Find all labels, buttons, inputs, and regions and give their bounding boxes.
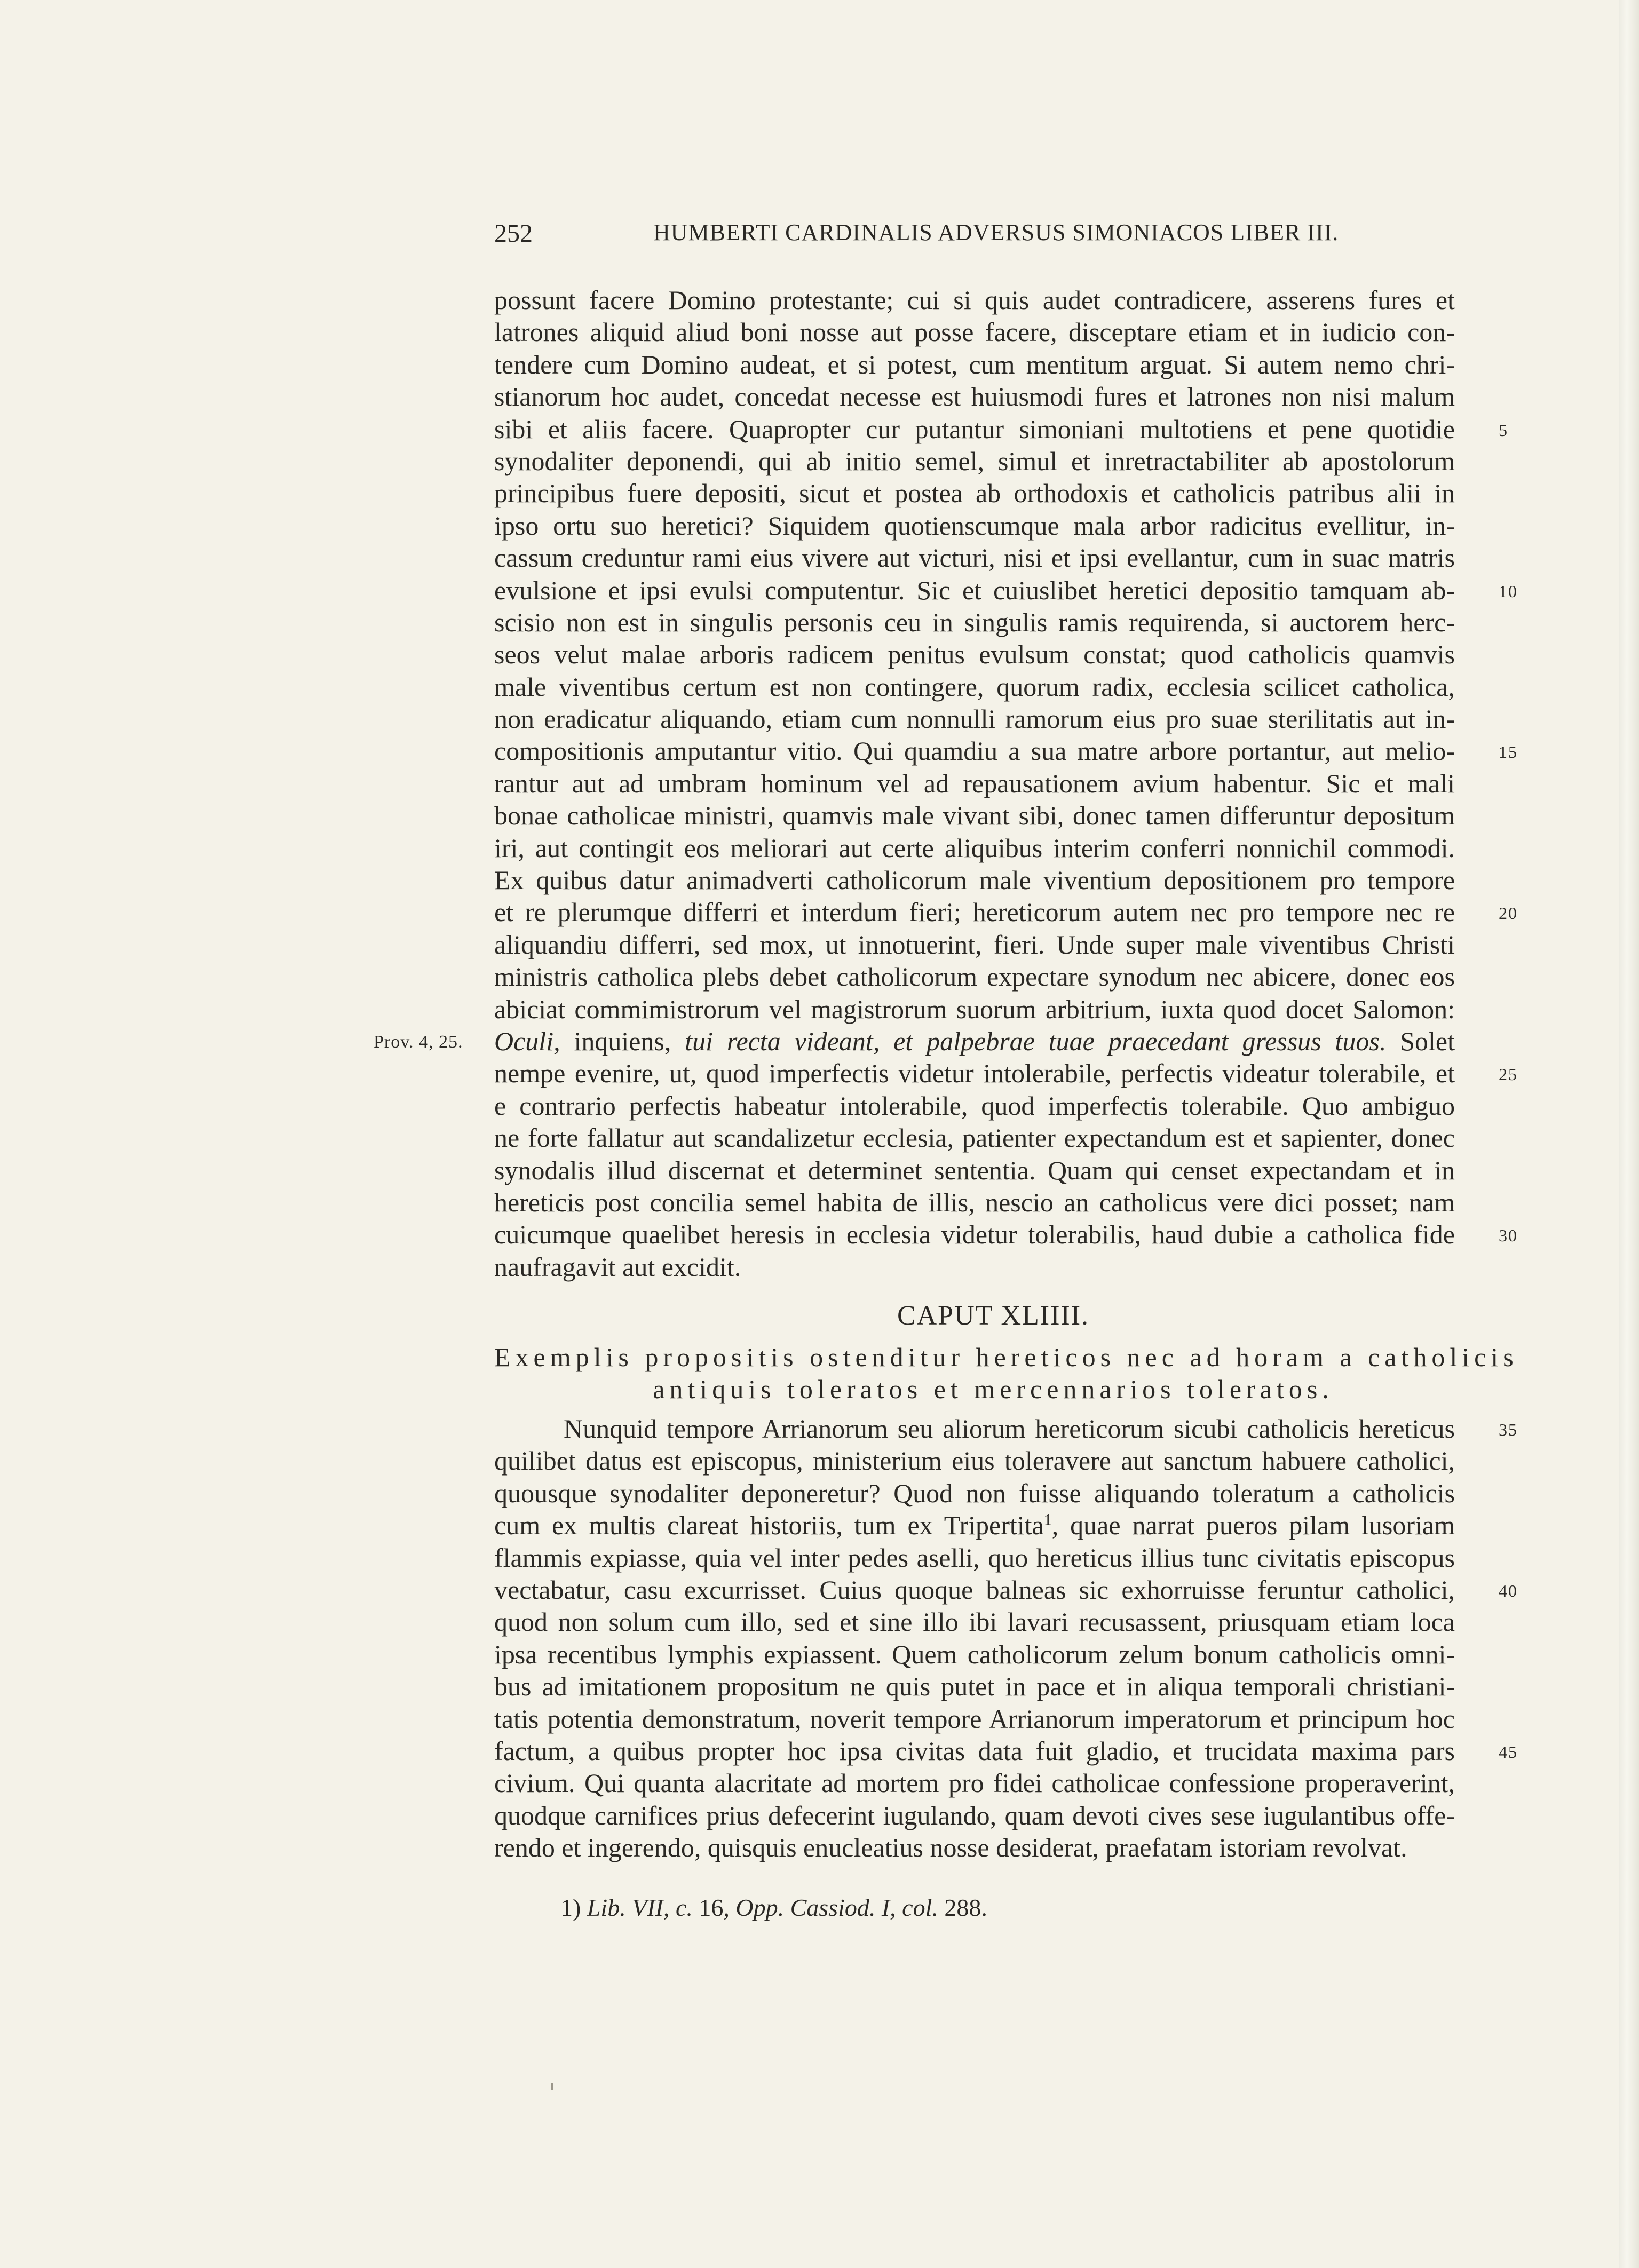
line-text: compositionis amputantur vitio. Qui quamdiu a sua matre arbore portantur, aut melio- xyxy=(494,736,1455,766)
text-line xyxy=(494,1445,1492,1477)
line-text: civium. Qui quanta alacritate ad mortem pro fidei catholicae confessione properaverint, xyxy=(494,1768,1455,1798)
text-run: Solet xyxy=(1386,1026,1455,1056)
text-line xyxy=(494,1799,1492,1831)
line-text: rantur aut ad umbram hominum vel ad repausationem avium habentur. Sic et mali xyxy=(494,768,1455,798)
text-line xyxy=(494,1122,1492,1154)
line-text: iri, aut contingit eos meliorari aut certe aliquibus interim conferri nonnichil commodi. xyxy=(494,832,1455,863)
line-number: 45 xyxy=(1499,1742,1518,1762)
line-text: cuicumque quaelibet heresis in ecclesia videtur tolerabilis, haud dubie a catholica fide xyxy=(494,1219,1455,1250)
line-text: nempe evenire, ut, quod imperfectis videtur intolerabile, perfectis videatur tolerabile, et xyxy=(494,1058,1455,1089)
footnote-reference: 1 xyxy=(1043,1511,1052,1529)
text-line xyxy=(494,1670,1492,1702)
line-text: factum, a quibus propter hoc ipsa civitas data fuit gladio, et trucidata maxima pars xyxy=(494,1735,1455,1766)
running-head: HUMBERTI CARDINALIS ADVERSUS SIMONIACOS LIBER III. xyxy=(653,219,1339,245)
footnote xyxy=(560,1893,987,1922)
text-line xyxy=(494,1735,1518,1767)
line-number: 25 xyxy=(1499,1065,1518,1084)
line-text: naufragavit aut excidit. xyxy=(494,1251,741,1282)
main-text-block xyxy=(374,284,1518,1283)
text-line xyxy=(494,1413,1518,1445)
line-text: synodaliter deponendi, qui ab initio semel, simul et inretractabiliter ab apostolorum xyxy=(494,446,1455,476)
line-number: 30 xyxy=(1499,1226,1518,1246)
line-text: male viventibus certum est non contingere, quorum radix, ecclesia scilicet catholica, xyxy=(494,671,1455,702)
line-text: Ex quibus datur animadverti catholicorum male viventium depositionem pro tempore xyxy=(494,865,1455,895)
text-line xyxy=(494,961,1492,993)
text-run: 288. xyxy=(938,1894,987,1921)
text-line xyxy=(494,703,1492,735)
line-text: evulsione et ipsi evulsi computentur. Sic et cuiuslibet heretici depositio tamquam ab- xyxy=(494,575,1455,605)
text-line xyxy=(494,1542,1492,1574)
margin-reference: Prov. 4, 25. xyxy=(374,1032,463,1052)
text-line xyxy=(494,767,1492,799)
chapter-text-block xyxy=(494,1413,1518,1863)
text-line xyxy=(494,542,1492,574)
line-text: e contrario perfectis habeatur intolerabile, quod imperfectis tolerabile. Quo ambiguo xyxy=(494,1090,1455,1121)
line-text: non eradicatur aliquando, etiam cum nonnulli ramorum eius pro suae sterilitatis aut in- xyxy=(494,704,1455,734)
text-line xyxy=(494,1574,1518,1606)
text-line xyxy=(494,1090,1492,1122)
text-line xyxy=(494,316,1492,348)
text-line xyxy=(374,1025,1492,1057)
line-text: quodque carnifices prius defecerint iugulando, quam devoti cives sese iugulantibus offe- xyxy=(494,1800,1455,1830)
line-text: stianorum hoc audet, concedat necesse est huiusmodi fures et latrones non nisi malum xyxy=(494,382,1455,412)
text-line xyxy=(494,993,1492,1025)
italic-text: tui recta videant, et palpebrae tuae praecedant gressus tuos. xyxy=(685,1026,1387,1056)
line-text: principibus fuere depositi, sicut et postea ab orthodoxis et catholicis patribus alii in xyxy=(494,478,1455,509)
line-text: ipso ortu suo heretici? Siquidem quotienscumque mala arbor radicitus evellitur, in- xyxy=(494,510,1455,541)
line-text: bus ad imitationem propositum ne quis putet in pace et in aliqua temporali christiani- xyxy=(494,1671,1455,1702)
line-number: 15 xyxy=(1499,742,1518,762)
chapter-summary-line-1: Exemplis propositis ostenditur hereticos nec ad horam a catholicis xyxy=(494,1342,1518,1372)
text-run: cum ex multis clareat historiis, tum ex Tripertita xyxy=(494,1510,1044,1541)
text-line xyxy=(494,348,1492,380)
text-run: 16, xyxy=(692,1894,736,1921)
text-line xyxy=(494,1251,1492,1283)
text-line xyxy=(494,864,1492,896)
text-line xyxy=(494,671,1492,703)
line-text: quilibet datus est episcopus, ministerium eius toleravere aut sanctum habuere catholici, xyxy=(494,1446,1455,1476)
text-run xyxy=(669,1894,676,1921)
text-line xyxy=(494,896,1518,928)
line-number: 35 xyxy=(1499,1420,1518,1439)
text-line xyxy=(494,1218,1518,1250)
stray-mark xyxy=(551,2083,553,2090)
text-line xyxy=(494,1767,1492,1799)
text-line xyxy=(494,574,1518,606)
line-text: aliquandiu differri, sed mox, ut innotuerint, fieri. Unde super male viventibus Christi xyxy=(494,929,1455,959)
text-line xyxy=(494,413,1508,445)
line-text: vectabatur, casu excurrisset. Cuius quoque balneas sic exhorruisse feruntur catholici, xyxy=(494,1574,1455,1605)
line-number: 40 xyxy=(1499,1581,1518,1600)
chapter-summary-line-2: antiquis toleratos et mercennarios toleratos. xyxy=(653,1374,1334,1404)
text-line xyxy=(494,929,1492,961)
page-number: 252 xyxy=(494,219,533,248)
line-text: bonae catholicae ministri, quamvis male vivant sibi, donec tamen differuntur depositum xyxy=(494,800,1455,831)
text-line xyxy=(494,477,1492,509)
line-text xyxy=(494,1025,1455,1057)
line-text: hereticis post concilia semel habita de illis, nescio an catholicus vere dici posset; nam xyxy=(494,1187,1455,1217)
line-text: cassum creduntur rami eius vivere aut victuri, nisi et ipsi evellantur, cum in suac matris xyxy=(494,543,1455,573)
line-text: Nunquid tempore Arrianorum seu aliorum hereticorum sicubi catholicis hereticus xyxy=(564,1414,1455,1444)
text-line xyxy=(494,380,1492,413)
text-run: , quae narrat pueros pilam lusoriam xyxy=(1051,1510,1455,1541)
text-run: inquiens, xyxy=(560,1026,685,1056)
line-text: tendere cum Domino audeat, et si potest, cum mentitum arguat. Si autem nemo chri- xyxy=(494,349,1455,379)
line-text: scisio non est in singulis personis ceu in singulis ramis requirenda, si auctorem herc- xyxy=(494,607,1455,637)
line-text: latrones aliquid aliud boni nosse aut posse facere, disceptare etiam et in iudicio con- xyxy=(494,317,1455,347)
line-number: 5 xyxy=(1499,420,1508,440)
text-line xyxy=(494,638,1492,670)
line-number: 10 xyxy=(1499,581,1518,601)
italic-text: Oculi, xyxy=(494,1026,560,1056)
text-line xyxy=(494,799,1492,831)
line-text: rendo et ingerendo, quisquis enucleatius nosse desiderat, praefatam istoriam revolvat. xyxy=(494,1833,1407,1863)
text-line xyxy=(494,1638,1492,1670)
line-text: sibi et aliis facere. Quapropter cur putantur simoniani multotiens et pene quotidie xyxy=(494,414,1455,444)
text-line xyxy=(494,284,1492,316)
line-text: quousque synodaliter deponeretur? Quod non fuisse aliquando toleratum a catholicis xyxy=(494,1478,1455,1508)
text-line xyxy=(494,1831,1492,1863)
line-text: ipsa recentibus lymphis expiassent. Quem catholicorum zelum bonum catholicis omni- xyxy=(494,1639,1455,1669)
text-line xyxy=(494,1606,1492,1638)
line-text: tatis potentia demonstratum, noverit tempore Arrianorum imperatorum et principum hoc xyxy=(494,1703,1455,1734)
line-text: possunt facere Domino protestante; cui si quis audet contradicere, asserens fures et xyxy=(494,285,1455,315)
text-line xyxy=(494,1477,1492,1509)
line-text: synodalis illud discernat et determinet sententia. Quam qui censet expectandam et in xyxy=(494,1155,1455,1185)
italic-text: Opp. Cassiod. I, col. xyxy=(735,1894,938,1921)
text-line xyxy=(494,1509,1492,1541)
line-text: ne forte fallatur aut scandalizetur ecclesia, patienter expectandum est et sapienter, donec xyxy=(494,1123,1455,1153)
text-line xyxy=(494,445,1492,477)
line-text: ministris catholica plebs debet catholicorum expectare synodum nec abicere, donec eos xyxy=(494,962,1455,992)
text-line xyxy=(494,832,1492,864)
text-line xyxy=(494,1057,1518,1089)
line-number: 20 xyxy=(1499,903,1518,923)
text-line xyxy=(494,1186,1492,1218)
text-line xyxy=(494,606,1492,638)
text-line xyxy=(494,1154,1492,1186)
line-text: seos velut malae arboris radicem penitus evulsum constat; quod catholicis quamvis xyxy=(494,639,1455,670)
line-text: flammis expiasse, quia vel inter pedes aselli, quo hereticus illius tunc civitatis episcopus xyxy=(494,1542,1455,1573)
line-text: quod non solum cum illo, sed et sine illo ibi lavari recusassent, priusquam etiam loca xyxy=(494,1607,1455,1637)
line-text xyxy=(494,1509,1455,1541)
italic-text: c. xyxy=(675,1894,693,1921)
page-header xyxy=(494,215,1380,263)
line-text: et re plerumque differri et interdum fieri; hereticorum autem nec pro tempore nec re xyxy=(494,897,1455,927)
line-text: abiciat commimistrorum vel magistrorum suorum arbitrium, iuxta quod docet Salomon: xyxy=(494,994,1455,1024)
text-run: 1) xyxy=(560,1894,587,1921)
italic-text: Lib. VII, xyxy=(587,1894,670,1921)
page-edge-shadow xyxy=(1619,0,1639,2268)
text-line xyxy=(494,735,1518,767)
chapter-title: CAPUT XLIIII. xyxy=(897,1300,1090,1331)
text-line xyxy=(494,1703,1492,1735)
text-line xyxy=(494,510,1492,542)
